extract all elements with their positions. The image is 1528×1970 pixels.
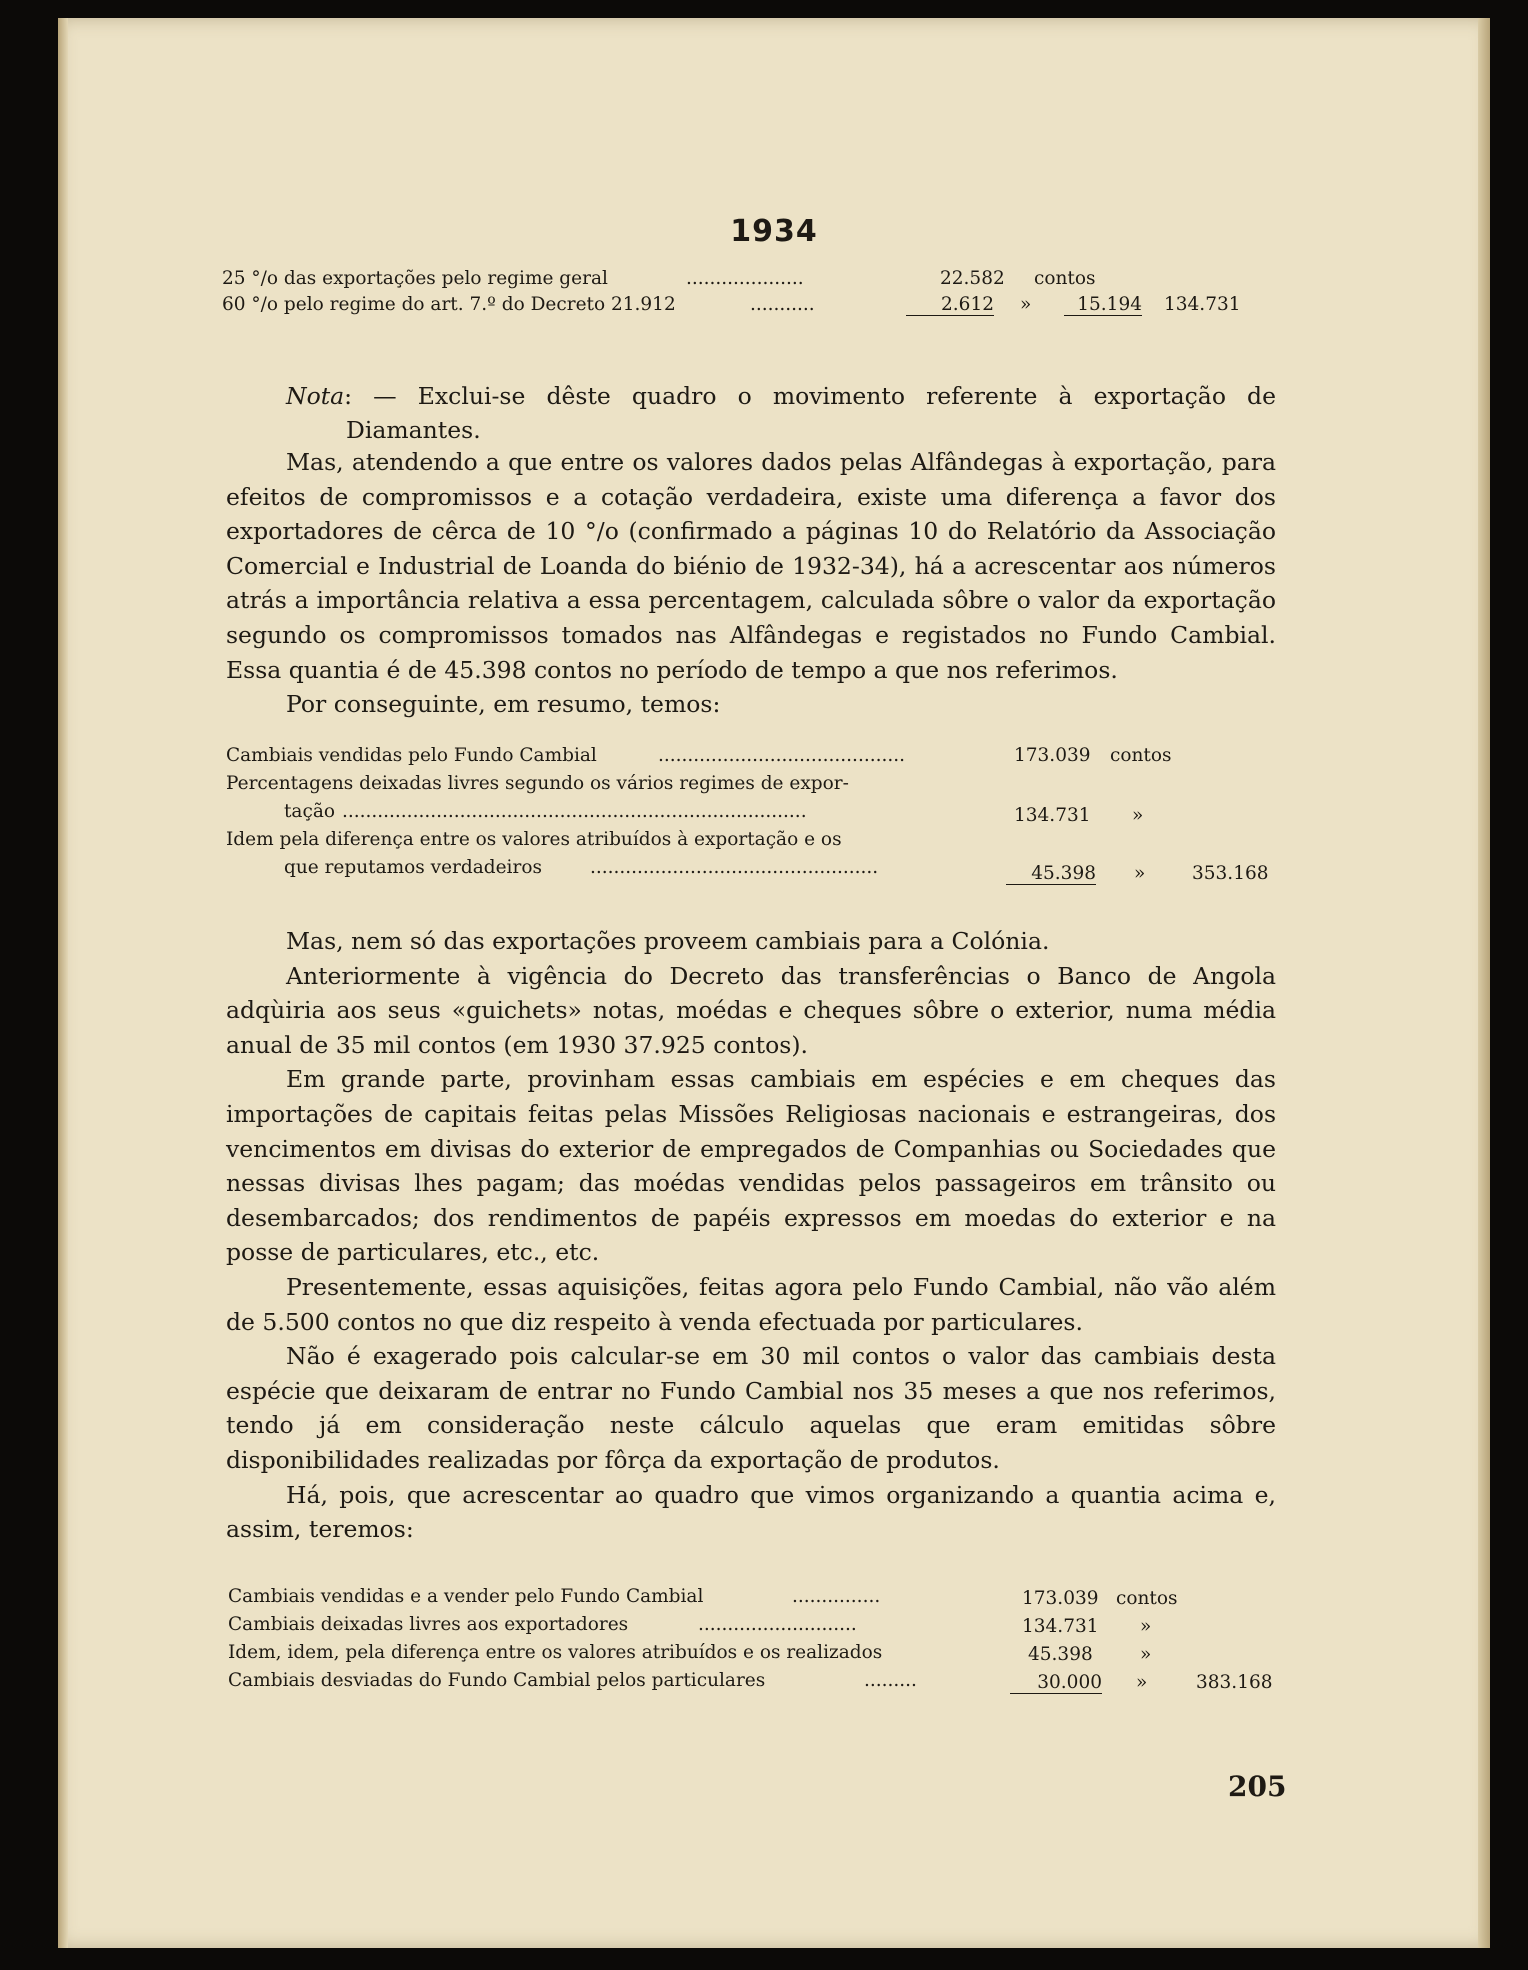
summary2-row-4-dots: ......... (864, 1670, 917, 1691)
body-block-1 (226, 445, 1276, 722)
summary2-row-1-unit: contos (1116, 1588, 1178, 1609)
paragraph: Há, pois, que acrescentar ao quadro que vimos organizando a quantia acima e, assim, teremos: (226, 1480, 1276, 1544)
summary2-row-1-label: Cambiais vendidas e a vender pelo Fundo Cambial (228, 1586, 704, 1607)
summary2-row-3-unit: » (1140, 1644, 1152, 1665)
page-year-heading: 1934 (730, 214, 818, 249)
summary2-row-2-value: 134.731 (1022, 1616, 1099, 1637)
summary1-row-1-label: Cambiais vendidas pelo Fundo Cambial (226, 745, 597, 766)
paragraph: Não é exagerado pois calcular-se em 30 mil contos o valor das cambiais desta espécie que deixaram de entrar no Fundo Cambial nos 35 meses a que nos referimos, tendo já em consideração neste cálculo aquelas que eram emitidas sôbre disponibilidades realizadas por fôrça da exportação de produtos. (226, 1342, 1276, 1474)
summary1-row-3-label: Idem pela diferença entre os valores atribuídos à exportação e os (226, 829, 842, 850)
paragraph: Presentemente, essas aquisições, feitas agora pelo Fundo Cambial, não vão além de 5.500 contos no que diz respeito à venda efectuada por particulares. (226, 1272, 1276, 1336)
summary1-row-2-dots: ............................................................................... (342, 801, 807, 822)
top-table-row-1-label: 25 °/o das exportações pelo regime geral (222, 268, 608, 289)
paragraph: Mas, nem só das exportações proveem cambiais para a Colónia. (286, 927, 1050, 955)
summary2-row-4-unit: » (1136, 1672, 1148, 1693)
paragraph: Por conseguinte, em resumo, temos: (286, 690, 721, 719)
top-table-row-2-subtotal: 15.194 (1064, 294, 1142, 316)
book-page (58, 18, 1490, 1948)
summary1-row-2-unit: » (1132, 805, 1144, 826)
top-table-row-1-unit: contos (1034, 268, 1096, 289)
summary2-row-3-label: Idem, idem, pela diferença entre os valores atribuídos e os realizados (228, 1642, 883, 1663)
body-block-2 (226, 924, 1276, 1547)
page-number: 205 (1228, 1770, 1287, 1803)
top-table-row-2-dots: ........... (750, 294, 815, 315)
page-content (58, 18, 1490, 1948)
summary1-row-3-value: 45.398 (1006, 863, 1096, 885)
summary1-row-2-value: 134.731 (1014, 805, 1091, 826)
top-table-row-1-value: 22.582 (940, 268, 1005, 289)
top-table-row-2-total: 134.731 (1164, 294, 1241, 315)
summary1-row-1-unit: contos (1110, 745, 1172, 766)
summary2-row-4-label: Cambiais desviadas do Fundo Cambial pelos particulares (228, 1670, 766, 1691)
top-table-row-2-unit: » (1020, 294, 1032, 315)
paragraph: Mas, atendendo a que entre os valores dados pelas Alfândegas à exportação, para efeitos de compromissos e a cotação verdadeira, existe uma diferença a favor dos exportadores de cêrca de 10 °/o (confirmado a páginas 10 do Relatório da Associação Comercial e Industrial de Loanda do biénio de 1932-34), há a acrescentar aos números atrás a importância relativa a essa percentagem, calculada sôbre o valor da exportação segundo os compromissos tomados nas Alfândegas e registados no Fundo Cambial. Essa quantia é de 45.398 contos no período de tempo a que nos referimos. (226, 448, 1276, 684)
paragraph: Em grande parte, provinham essas cambiais em espécies e em cheques das importações de capitais feitas pelas Missões Religiosas nacionais e estrangeiras, dos vencimentos em divisas do exterior de empregados de Companhias ou Sociedades que nessas divisas lhes pagam; das moédas vendidas pelos passageiros em trânsito ou desembarcados; dos rendimentos de papéis expressos em moedas do exterior e na posse de particulares, etc., etc. (226, 1065, 1276, 1267)
top-table-row-2-label: 60 °/o pelo regime do art. 7.º do Decreto 21.912 (222, 294, 676, 315)
top-table-row-2-value: 2.612 (906, 294, 994, 316)
summary1-row-3-unit: » (1134, 863, 1146, 884)
summary2-row-2-dots: ........................... (698, 1614, 857, 1635)
summary2-row-2-unit: » (1140, 1616, 1152, 1637)
summary1-row-1-value: 173.039 (1014, 745, 1091, 766)
summary2-row-1-dots: ............... (792, 1586, 881, 1607)
summary2-row-4-total: 383.168 (1196, 1672, 1273, 1693)
summary1-row-3-label-cont: que reputamos verdadeiros (284, 857, 542, 878)
top-table-row-1-dots: .................... (686, 268, 804, 289)
summary1-row-3-dots: ................................................. (590, 857, 879, 878)
note-paragraph (226, 379, 1276, 447)
summary1-row-1-dots: .......................................... (658, 745, 905, 766)
summary1-row-2-label: Percentagens deixadas livres segundo os vários regimes de expor- (226, 773, 849, 794)
summary2-row-4-value: 30.000 (1010, 1672, 1102, 1694)
note-label: Nota (286, 382, 345, 410)
summary2-row-3-value: 45.398 (1028, 1644, 1093, 1665)
note-text: : — Exclui-se dêste quadro o movimento referente à exportação de Diamantes. (344, 382, 1276, 444)
paragraph: Anteriormente à vigência do Decreto das transferências o Banco de Angola adqùiria aos seus «guichets» notas, moédas e cheques sôbre o exterior, numa média anual de 35 mil contos (em 1930 37.925 contos). (226, 961, 1276, 1059)
summary1-row-3-total: 353.168 (1192, 863, 1269, 884)
summary1-row-2-label-cont: tação (284, 801, 335, 822)
summary2-row-2-label: Cambiais deixadas livres aos exportadores (228, 1614, 629, 1635)
summary2-row-1-value: 173.039 (1022, 1588, 1099, 1609)
